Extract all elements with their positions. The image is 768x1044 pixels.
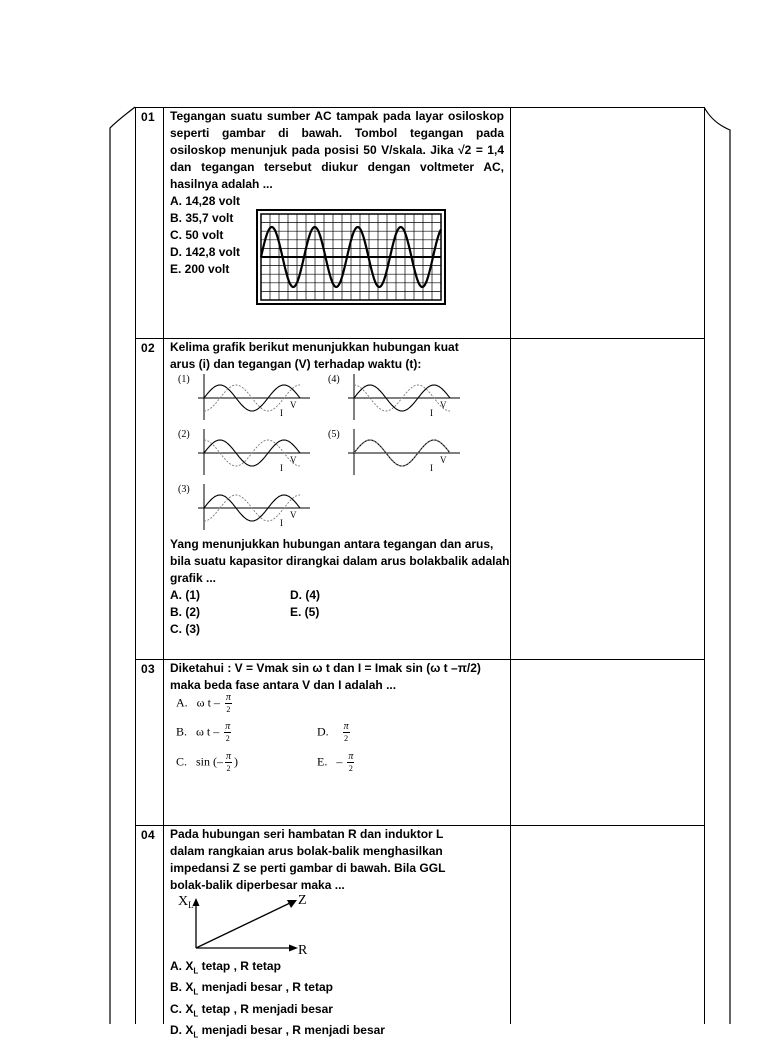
question-04-text: Pada hubungan seri hambatan R dan induktor L dalam rangkaian arus bolak-balik menghasilkan impedansi Z se perti gambar di bawah. Bila GGL bolak-balik diperbesar maka ... bbox=[170, 827, 446, 892]
option-a: A. ω t – $\frac{\pi}{2}$ bbox=[176, 692, 231, 714]
z-label: Z bbox=[298, 893, 307, 908]
voltage-label: V bbox=[290, 400, 297, 410]
pi-over-two: $\frac{\pi}{2}$ bbox=[225, 721, 231, 743]
option-b: B. $X_L$ menjadi besar , R tetap bbox=[170, 980, 333, 997]
question-text: Tegangan suatu sumber AC tampak pada layar osiloskop seperti gambar di bawah. Tombol tegangan pada osiloskop menunjuk pada posisi 50 V/skala. Jika √2 = 1,4 dan tegangan tersebut diukur dengan voltmeter AC, hasilnya adalah ... bbox=[170, 109, 504, 191]
option-d: D. (4) bbox=[290, 588, 320, 602]
oscilloscope-screen bbox=[256, 209, 446, 305]
option-e: E. 200 volt bbox=[170, 262, 230, 276]
column-divider-answer bbox=[510, 107, 511, 1024]
question-03 bbox=[170, 660, 510, 694]
current-label: I bbox=[280, 463, 283, 473]
graph-label: (4) bbox=[328, 374, 340, 385]
option-b: B. (2) bbox=[170, 605, 200, 619]
graph-label: (2) bbox=[178, 429, 190, 440]
option-e: E. – $\frac{\pi}{2}$ bbox=[317, 751, 354, 773]
column-divider-number bbox=[163, 107, 164, 1024]
option-c: C. $X_L$ tetap , R menjadi besar bbox=[170, 1001, 333, 1019]
voltage-label: V bbox=[440, 455, 447, 465]
current-label: I bbox=[280, 518, 283, 528]
option-b: B. 35,7 volt bbox=[170, 211, 234, 225]
phase-graph-1 bbox=[178, 374, 310, 420]
voltage-label: V bbox=[440, 400, 447, 410]
graph-label: (5) bbox=[328, 429, 340, 440]
options-grid bbox=[170, 587, 510, 638]
impedance-vector-diagram bbox=[176, 890, 326, 958]
pi-over-two: $\frac{\pi}{2}$ bbox=[226, 751, 232, 773]
option-d: D. $\frac{\pi}{2}$ bbox=[317, 721, 349, 743]
current-label: I bbox=[280, 408, 283, 418]
table-right-border bbox=[704, 107, 705, 1024]
pi-over-two: $\frac{\pi}{2}$ bbox=[348, 751, 354, 773]
question-text-line-1: Diketahui : V = Vmak sin ω t dan I = Imak sin (ω t –π/2) bbox=[170, 661, 481, 675]
pi-over-two: $\frac{\pi}{2}$ bbox=[343, 721, 349, 743]
option-e: E. (5) bbox=[290, 605, 320, 619]
option-d: D. 142,8 volt bbox=[170, 245, 241, 259]
phase-graph-4 bbox=[328, 374, 460, 420]
current-label: I bbox=[430, 408, 433, 418]
question-text-line-2: maka beda fase antara V dan I adalah ... bbox=[170, 678, 397, 692]
question-04-options bbox=[170, 958, 490, 1044]
graph-label: (1) bbox=[178, 374, 190, 385]
option-a: A. $X_L$ tetap , R tetap bbox=[170, 959, 281, 976]
question-number: 02 bbox=[141, 341, 155, 355]
graph-label: (3) bbox=[178, 484, 190, 495]
option-c: C. sin (– $\frac{\pi}{2}$ ) bbox=[176, 751, 239, 773]
phase-graphs bbox=[170, 370, 500, 535]
xl-label: $X_L$ bbox=[178, 894, 194, 910]
option-a: A. 14,28 volt bbox=[170, 194, 241, 208]
voltage-label: V bbox=[290, 455, 297, 465]
phase-graph-2 bbox=[178, 429, 310, 475]
question-text: Yang menunjukkan hubungan antara tegangan dan arus, bila suatu kapasitor dirangkai dalam arus bolakbalik adalah grafik ... bbox=[170, 537, 510, 585]
option-c: C. (3) bbox=[170, 622, 200, 636]
option-a: A. (1) bbox=[170, 588, 200, 602]
voltage-label: V bbox=[290, 510, 297, 520]
pi-over-two: $\frac{\pi}{2}$ bbox=[225, 692, 231, 714]
question-02-intro: Kelima grafik berikut menunjukkan hubungan kuat arus (i) dan tegangan (V) terhadap waktu (t): bbox=[170, 340, 459, 371]
phase-graph-5 bbox=[328, 429, 460, 475]
option-b: B. ω t – $\frac{\pi}{2}$ bbox=[176, 721, 231, 743]
question-number: 01 bbox=[141, 110, 155, 124]
question-02-body bbox=[170, 536, 510, 638]
question-number: 03 bbox=[141, 662, 155, 676]
option-d: D. $X_L$ menjadi besar , R menjadi besar bbox=[170, 1023, 385, 1040]
table-left-border bbox=[135, 107, 136, 1024]
current-label: I bbox=[430, 463, 433, 473]
r-label: R bbox=[298, 943, 308, 958]
option-c: C. 50 volt bbox=[170, 228, 224, 242]
phase-graph-3 bbox=[178, 484, 310, 530]
question-number: 04 bbox=[141, 828, 155, 842]
